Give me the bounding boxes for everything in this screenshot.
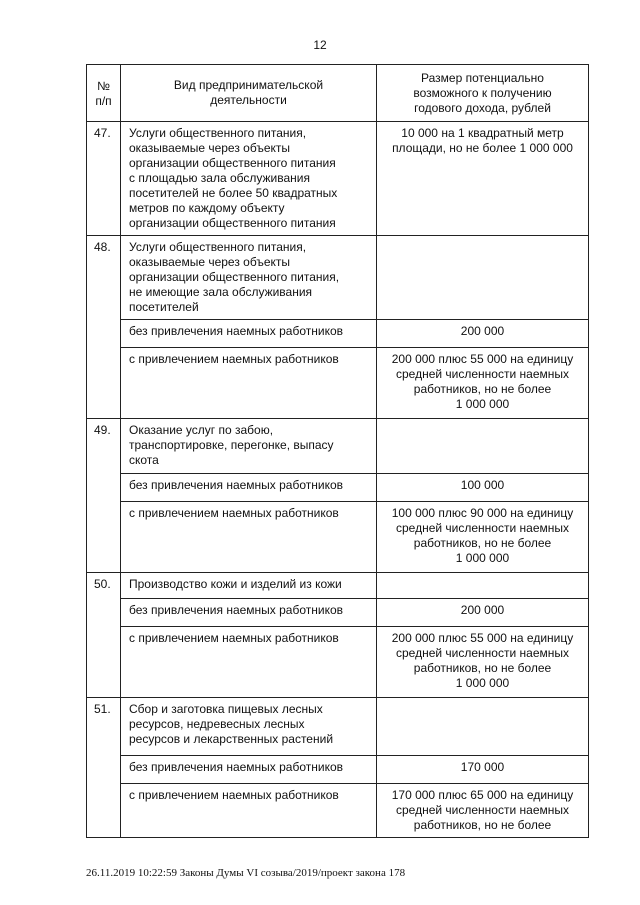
table-row: [87, 348, 589, 419]
activity-kind-cell: [121, 573, 377, 599]
income-size-line: 170 000: [460, 760, 505, 774]
income-size-line: работников, но не более: [413, 382, 552, 396]
table-row: [87, 756, 589, 784]
activity-kind-cell: [121, 419, 377, 474]
table-row: [87, 236, 589, 320]
income-size-line: средней численности наемных: [396, 521, 569, 535]
income-size-line: 100 000: [460, 478, 505, 492]
activity-kind-line: метров по каждому объекту: [129, 201, 285, 215]
header-income-size: [377, 65, 589, 122]
table-header-row: [87, 65, 589, 122]
header-kind-line: деятельности: [210, 93, 287, 107]
income-size-line: средней численности наемных: [396, 367, 569, 381]
header-number: [87, 65, 121, 122]
activity-kind-line: транспортировке, перегонке, выпасу: [129, 438, 334, 452]
income-size-line: 1 000 000: [455, 397, 510, 411]
table-row: [87, 627, 589, 698]
income-size-cell: [377, 698, 589, 756]
activity-kind-cell: [121, 784, 377, 838]
activity-kind-cell: [121, 236, 377, 320]
activity-kind-line: с площадью зала обслуживания: [129, 171, 310, 185]
income-size-cell: [377, 502, 589, 573]
activity-kind-line: без привлечения наемных работников: [129, 603, 344, 617]
row-number: 49.: [87, 419, 121, 573]
income-size-line: площади, но не более 1 000 000: [392, 141, 573, 155]
table-row: [87, 599, 589, 627]
page-number: 12: [313, 38, 327, 52]
activity-kind-cell: [121, 320, 377, 348]
income-size-cell: [377, 756, 589, 784]
income-size-line: 200 000: [460, 324, 505, 338]
table-row: [87, 573, 589, 599]
row-number: 50.: [87, 573, 121, 698]
row-number: 51.: [87, 698, 121, 838]
activity-kind-line: с привлечением наемных работников: [129, 788, 339, 802]
activity-kind-cell: [121, 698, 377, 756]
income-size-line: 200 000: [460, 603, 505, 617]
activity-kind-line: Сбор и заготовка пищевых лесных: [129, 702, 323, 716]
income-size-cell: [377, 599, 589, 627]
income-size-cell: [377, 474, 589, 502]
activity-kind-cell: [121, 348, 377, 419]
header-size-line: Размер потенциально: [421, 70, 544, 85]
income-size-line: 1 000 000: [455, 676, 510, 690]
activity-kind-line: Услуги общественного питания,: [129, 240, 307, 254]
activity-kind-line: не имеющие зала обслуживания: [129, 285, 313, 299]
income-size-line: 200 000 плюс 55 000 на единицу: [391, 631, 574, 645]
table-row: [87, 320, 589, 348]
activity-kind-line: посетителей: [129, 300, 199, 314]
activity-kind-line: организации общественного питания: [129, 156, 336, 170]
income-size-line: 200 000 плюс 55 000 на единицу: [391, 352, 574, 366]
activity-kind-line: организации общественного питания: [129, 216, 336, 230]
income-size-cell: [377, 573, 589, 599]
table-row: [87, 502, 589, 573]
income-size-line: работников, но не более: [413, 661, 552, 675]
income-size-cell: [377, 419, 589, 474]
header-kind-line: Вид предпринимательской: [173, 78, 324, 92]
activity-kind-cell: [121, 122, 377, 236]
activity-kind-cell: [121, 756, 377, 784]
activity-kind-line: ресурсов, недревесных лесных: [129, 717, 305, 731]
activity-kind-line: без привлечения наемных работников: [129, 760, 344, 774]
header-size-line: возможного к получению: [413, 85, 552, 100]
activity-kind-line: с привлечением наемных работников: [129, 631, 339, 645]
table-row: [87, 122, 589, 236]
income-size-line: средней численности наемных: [396, 803, 569, 817]
activity-kind-cell: [121, 474, 377, 502]
income-size-cell: [377, 320, 589, 348]
activity-kind-line: оказываемые через объекты: [129, 141, 290, 155]
row-number: 48.: [87, 236, 121, 419]
header-number-line: №: [97, 78, 110, 93]
income-size-cell: [377, 122, 589, 236]
activity-kind-line: Услуги общественного питания,: [129, 126, 307, 140]
activity-kind-line: организации общественного питания,: [129, 270, 340, 284]
activity-kind-line: посетителей не более 50 квадратных: [129, 186, 338, 200]
table-row: [87, 419, 589, 474]
income-size-cell: [377, 236, 589, 320]
income-size-line: работников, но не более: [413, 536, 552, 550]
income-size-line: 170 000 плюс 65 000 на единицу: [391, 788, 574, 802]
activity-kind-line: ресурсов и лекарственных растений: [129, 732, 334, 746]
activity-kind-line: Производство кожи и изделий из кожи: [129, 577, 342, 591]
income-size-line: средней численности наемных: [396, 646, 569, 660]
activity-kind-cell: [121, 599, 377, 627]
header-size-line: годового дохода, рублей: [414, 100, 551, 115]
activity-kind-cell: [121, 627, 377, 698]
table-body: [87, 122, 589, 838]
activity-kind-line: скота: [129, 453, 159, 467]
income-size-line: 1 000 000: [455, 551, 510, 565]
activity-kind-line: без привлечения наемных работников: [129, 478, 344, 492]
income-size-cell: [377, 784, 589, 838]
activity-kind-line: оказываемые через объекты: [129, 255, 290, 269]
income-size-cell: [377, 348, 589, 419]
table-row: [87, 784, 589, 838]
activity-kind-cell: [121, 502, 377, 573]
income-table: [86, 64, 589, 838]
income-size-line: 10 000 на 1 квадратный метр: [401, 126, 564, 140]
header-activity-kind: [121, 65, 377, 122]
table-row: [87, 698, 589, 756]
income-size-cell: [377, 627, 589, 698]
table-row: [87, 474, 589, 502]
footer-stamp: 26.11.2019 10:22:59 Законы Думы VI созыва/2019/проект закона 178: [86, 867, 406, 879]
activity-kind-line: Оказание услуг по забою,: [129, 423, 274, 437]
activity-kind-line: с привлечением наемных работников: [129, 352, 339, 366]
header-number-line: п/п: [95, 93, 112, 108]
activity-kind-line: с привлечением наемных работников: [129, 506, 339, 520]
income-size-line: 100 000 плюс 90 000 на единицу: [391, 506, 574, 520]
income-size-line: работников, но не более: [413, 818, 552, 832]
activity-kind-line: без привлечения наемных работников: [129, 324, 344, 338]
row-number: 47.: [87, 122, 121, 236]
